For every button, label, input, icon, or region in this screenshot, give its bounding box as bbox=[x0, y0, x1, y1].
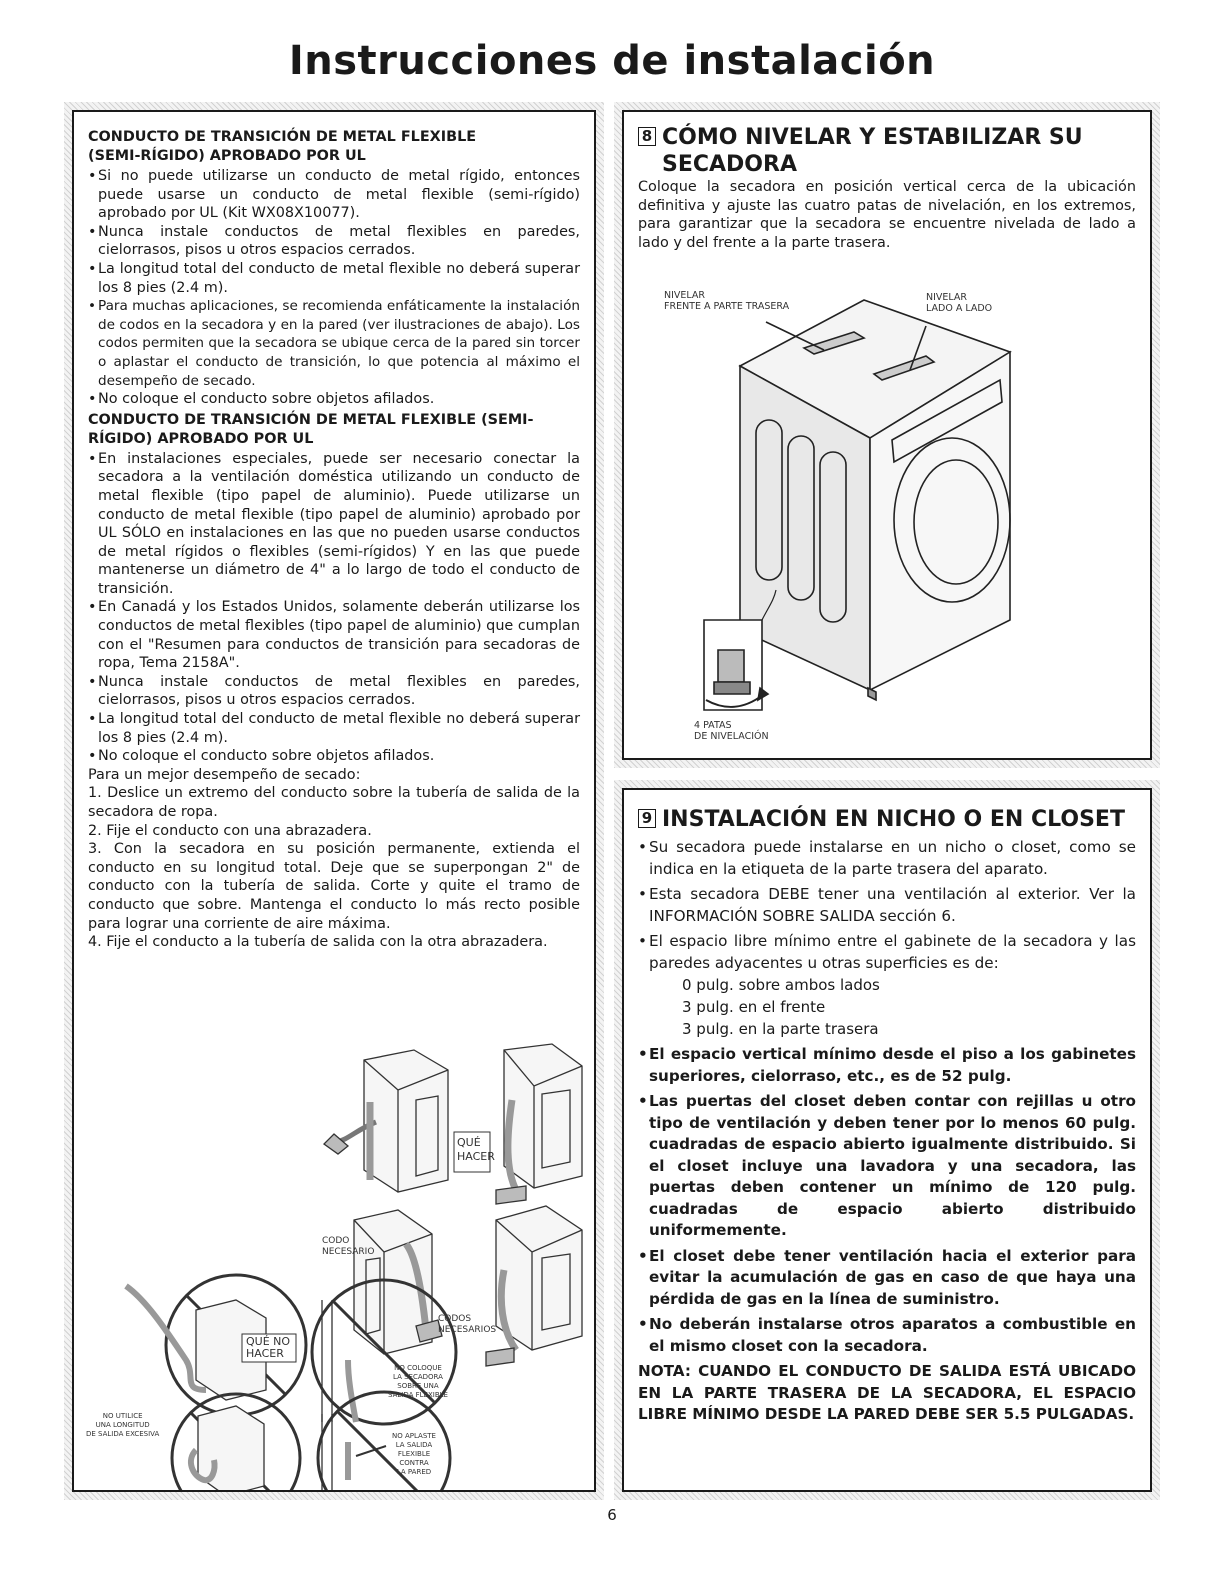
section-8-title bbox=[638, 124, 1136, 178]
list-item: • En instalaciones especiales, puede ser necesario conectar la secadora a la ventilación doméstica utilizando un conducto de metal flexible (tipo papel de aluminio). Puede utilizarse un conducto de metal flexible (tipo papel de aluminio) aprobado por UL SÓLO en instalaciones en las que no pueden usarse conductos de metal rígidos o flexibles (semi-rígidos) Y en las que puede mantenerse un diámetro de 4" a lo largo de todo el conducto de transición. bbox=[88, 450, 580, 599]
label-line: SALIDA FLEXIBLE bbox=[388, 1391, 448, 1399]
heading-flexible-semi-rigid bbox=[88, 128, 580, 166]
label-no-aplaste bbox=[392, 1432, 436, 1477]
list-item: • La longitud total del conducto de metal flexible no deberá superar los 8 pies (2.4 m). bbox=[88, 710, 580, 747]
label-line: NIVELAR bbox=[926, 292, 968, 303]
label-line: FLEXIBLE bbox=[397, 1450, 431, 1458]
label-level-side-side bbox=[926, 292, 992, 314]
section-8-body: Coloque la secadora en posición vertical cerca de la ubicación definitiva y ajuste las cuatro patas de nivelación, en los extremos, para garantizar que la secadora se encuentre nivelada de lado a lado y del frente a la parte trasera. bbox=[638, 179, 1136, 251]
label-line: LA SALIDA bbox=[395, 1441, 433, 1449]
label-codos-necesarios bbox=[438, 1314, 496, 1336]
label-line: CODOS bbox=[438, 1314, 472, 1324]
leveling-illustration bbox=[664, 290, 1124, 760]
list-item: • Nunca instale conductos de metal flexibles en paredes, cielorrasos, pisos u otros espacios cerrados. bbox=[88, 673, 580, 710]
label-line: QUÉ NO bbox=[246, 1335, 291, 1348]
list-item: • No deberán instalarse otros aparatos a combustible en el mismo closet con la secadora. bbox=[638, 1314, 1136, 1357]
dryer-leveling-drawing bbox=[664, 290, 1124, 760]
step-3: 3. Con la secadora en su posición permanente, extienda el conducto en su longitud total. Deje que se superpongan 2" de conducto con la tubería de salida. Corte y quite el tramo de conducto que sobre. Mantenga el conducto lo más recto posible para lograr una corriente de aire máxima. bbox=[88, 841, 580, 932]
note-text: NOTA: CUANDO EL CONDUCTO DE SALIDA ESTÁ UBICADO EN LA PARTE TRASERA DE LA SECADORA, EL ESPACIO LIBRE MÍNIMO DESDE LA PARED DEBE SER 5.5 PULGADAS. bbox=[638, 1362, 1136, 1423]
list-item: • El closet debe tener ventilación hacia el exterior para evitar la acumulación de gas en caso de que haya una pérdida de gas en la línea de suministro. bbox=[638, 1246, 1136, 1311]
list-item: • Esta secadora DEBE tener una ventilación al exterior. Ver la INFORMACIÓN SOBRE SALIDA sección 6. bbox=[638, 884, 1136, 927]
label-line: FRENTE A PARTE TRASERA bbox=[664, 301, 790, 312]
title-line-1: CÓMO NIVELAR Y ESTABILIZAR SU bbox=[662, 125, 1083, 150]
section-number-badge: 8 bbox=[638, 127, 656, 146]
list-item: • Su secadora puede instalarse en un nicho o closet, como se indica en la etiqueta de la parte trasera del aparato. bbox=[638, 837, 1136, 880]
label-line: NIVELAR bbox=[664, 290, 706, 301]
label-line: DE SALIDA EXCESIVA bbox=[86, 1430, 160, 1438]
section-9-panel bbox=[614, 780, 1160, 1500]
heading-line-2: (SEMI-RÍGIDO) APROBADO POR UL bbox=[88, 148, 366, 164]
clearance-front: 3 pulg. en el frente bbox=[682, 998, 826, 1016]
list-item: • No coloque el conducto sobre objetos afilados. bbox=[88, 390, 580, 409]
section-number-badge: 9 bbox=[638, 809, 656, 828]
list-item: • En Canadá y los Estados Unidos, solamente deberán utilizarse los conductos de metal flexibles (tipo papel de aluminio) que cumplan con el "Resumen para conductos de transición para secadoras de ropa, Tema 2158A". bbox=[88, 598, 580, 672]
section-8-content bbox=[622, 110, 1152, 760]
list-item: • Nunca instale conductos de metal flexibles en paredes, cielorrasos, pisos u otros espacios cerrados. bbox=[88, 223, 580, 260]
list-item: • La longitud total del conducto de metal flexible no deberá superar los 8 pies (2.4 m). bbox=[88, 260, 580, 297]
label-codo-necesario bbox=[322, 1236, 374, 1258]
duct-drawings bbox=[86, 1030, 586, 1490]
label-no-utilice bbox=[86, 1412, 159, 1439]
step-1: 1. Deslice un extremo del conducto sobre la tubería de salida de la secadora de ropa. bbox=[88, 785, 580, 820]
step-4: 4. Fije el conducto a la tubería de salida con la otra abrazadera. bbox=[88, 934, 548, 951]
page-title: Instrucciones de instalación bbox=[288, 38, 936, 84]
left-panel-content bbox=[72, 110, 596, 1492]
section-9-content bbox=[622, 788, 1152, 1492]
label-level-front-back bbox=[664, 290, 789, 312]
page-number: 6 bbox=[607, 1506, 617, 1524]
list-item: • El espacio vertical mínimo desde el piso a los gabinetes superiores, cielorraso, etc., es de 52 pulg. bbox=[638, 1044, 1136, 1087]
list-item: • Las puertas del closet deben contar con rejillas u otro tipo de ventilación y deben tener por lo menos 60 pulg. cuadradas de espacio abierto igualmente distribuido. Si el closet incluye una lavadora y una secadora, las puertas deben contener un mínimo de 120 pulg. cuadradas de espacio abierto distribuido uniformemente. bbox=[638, 1091, 1136, 1242]
title-line-2: SECADORA bbox=[662, 152, 797, 177]
section-8-panel bbox=[614, 102, 1160, 768]
clearance-sides: 0 pulg. sobre ambos lados bbox=[682, 976, 880, 994]
title-text: INSTALACIÓN EN NICHO O EN CLOSET bbox=[662, 807, 1125, 832]
label-line: NO APLASTE bbox=[392, 1432, 436, 1440]
list-item: • No coloque el conducto sobre objetos afilados. bbox=[88, 747, 580, 766]
label-line: HACER bbox=[457, 1150, 495, 1163]
step-2: 2. Fije el conducto con una abrazadera. bbox=[88, 822, 372, 839]
label-line: LA SECADORA bbox=[393, 1373, 443, 1381]
section-9-title bbox=[638, 806, 1136, 833]
label-line: LADO A LADO bbox=[926, 303, 993, 314]
label-line: NO UTILICE bbox=[102, 1412, 143, 1420]
label-leveling-legs bbox=[694, 720, 769, 742]
label-line: LA PARED bbox=[396, 1468, 432, 1476]
label-que-hacer bbox=[457, 1136, 495, 1164]
label-line: HACER bbox=[246, 1347, 284, 1360]
label-que-no-hacer bbox=[246, 1336, 290, 1360]
label-line: SOBRE UNA bbox=[397, 1382, 439, 1390]
list-item: • Para muchas aplicaciones, se recomienda enfáticamente la instalación de codos en la secadora y en la pared (ver ilustraciones de abajo). Los codos permiten que la secadora se ubique cerca de la pared sin torcer o aplastar el conducto de transición, lo que potencia al máximo el desempeño de secado. bbox=[88, 297, 580, 390]
label-line: CODO bbox=[322, 1236, 350, 1246]
label-line: DE NIVELACIÓN bbox=[694, 731, 769, 742]
clearance-rear: 3 pulg. en la parte trasera bbox=[682, 1020, 879, 1038]
list-item: • Si no puede utilizarse un conducto de metal rígido, entonces puede usarse un conducto de metal flexible (semi-rígido) aprobado por UL (Kit WX08X10077). bbox=[88, 167, 580, 223]
label-line: CONTRA bbox=[399, 1459, 429, 1467]
heading-flexible-foil: CONDUCTO DE TRANSICIÓN DE METAL FLEXIBLE (SEMI-RÍGIDO) APROBADO POR UL bbox=[88, 411, 534, 447]
label-line: QUÉ bbox=[457, 1136, 481, 1149]
label-no-coloque bbox=[388, 1364, 448, 1400]
heading-line-1: CONDUCTO DE TRANSICIÓN DE METAL FLEXIBLE bbox=[88, 129, 477, 145]
label-line: NECESARIO bbox=[322, 1247, 375, 1257]
label-line: NO COLOQUE bbox=[394, 1364, 442, 1372]
label-line: NECESARIOS bbox=[438, 1325, 497, 1335]
label-line: UNA LONGITUD bbox=[95, 1421, 150, 1429]
duct-illustration bbox=[86, 1030, 586, 1490]
left-panel bbox=[64, 102, 604, 1500]
label-line: 4 PATAS bbox=[694, 720, 732, 731]
performance-intro: Para un mejor desempeño de secado: bbox=[88, 766, 361, 783]
list-item: • El espacio libre mínimo entre el gabinete de la secadora y las paredes adyacentes u otras superficies es de: bbox=[638, 931, 1136, 974]
